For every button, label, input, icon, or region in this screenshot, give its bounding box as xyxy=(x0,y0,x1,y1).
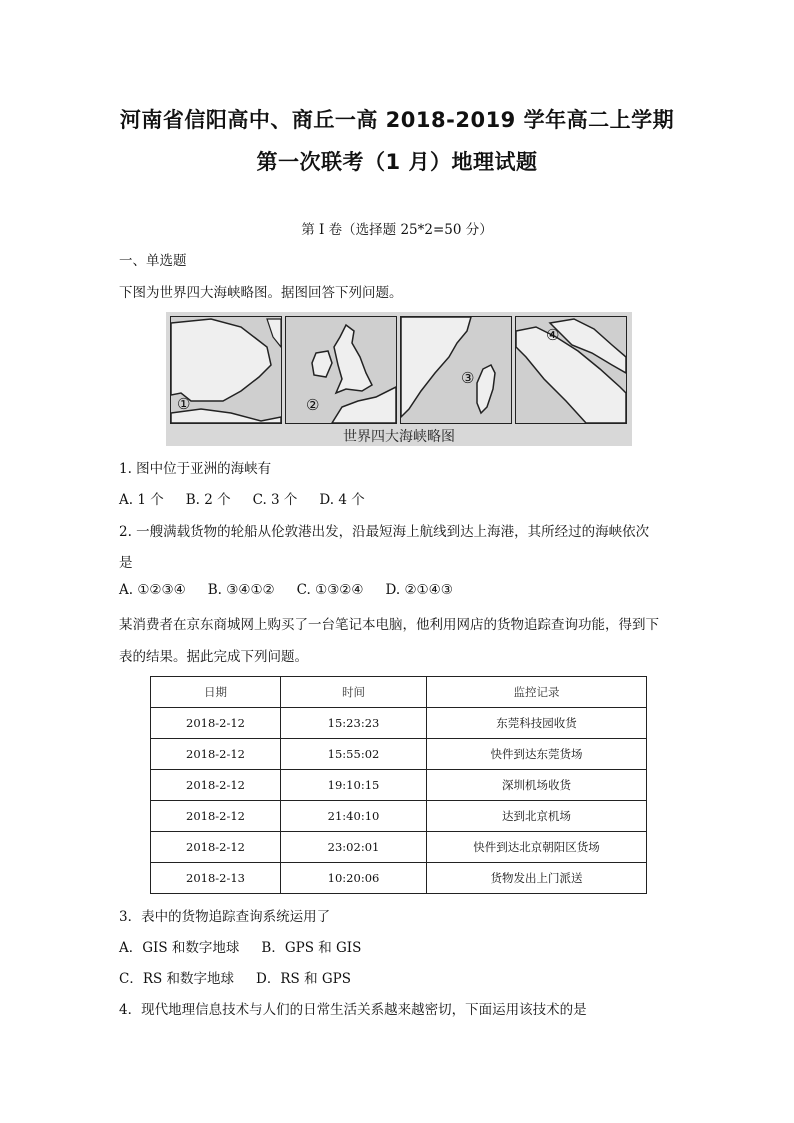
option-b[interactable]: B. ③④①② xyxy=(207,582,275,598)
table-header-row xyxy=(151,677,647,708)
cell-time: 19:10:15 xyxy=(281,770,427,801)
option-a[interactable]: A. ①②③④ xyxy=(119,582,186,598)
cell-date: 2018-2-13 xyxy=(151,863,281,894)
cell-time: 23:02:01 xyxy=(281,832,427,863)
strait-panel-1 xyxy=(170,316,282,424)
strait-map-2 xyxy=(286,317,396,423)
table-row xyxy=(151,708,647,739)
header-record: 监控记录 xyxy=(427,677,647,708)
straits-map-figure xyxy=(166,312,632,446)
option-c[interactable]: C. 3 个 xyxy=(252,492,298,508)
question-2-stem-line1: 2. 一艘满载货物的轮船从伦敦港出发，沿最短海上航线到达上海港，其所经过的海峡依次 xyxy=(119,524,650,540)
cell-time: 21:40:10 xyxy=(281,801,427,832)
question-2-stem-line2: 是 xyxy=(119,555,133,571)
option-a[interactable]: A．GIS 和数字地球 xyxy=(119,940,240,956)
option-d[interactable]: D．RS 和 GPS xyxy=(256,971,351,987)
cell-date: 2018-2-12 xyxy=(151,832,281,863)
cell-record: 达到北京机场 xyxy=(427,801,647,832)
question-3-options-row1 xyxy=(119,936,383,956)
map-caption: 世界四大海峡略图 xyxy=(343,429,455,445)
question-3-stem: 3．表中的货物追踪查询系统运用了 xyxy=(119,909,331,925)
cell-record: 快件到达东莞货场 xyxy=(427,739,647,770)
strait-label-1: ① xyxy=(177,395,191,413)
header-time: 时间 xyxy=(281,677,427,708)
cell-record: 东莞科技园收货 xyxy=(427,708,647,739)
option-a[interactable]: A. 1 个 xyxy=(119,492,164,508)
tracking-table xyxy=(150,676,647,894)
cell-date: 2018-2-12 xyxy=(151,770,281,801)
part-heading: 一、单选题 xyxy=(119,253,187,269)
question-1-options xyxy=(119,488,387,508)
strait-panel-4 xyxy=(515,316,627,424)
strait-label-4: ④ xyxy=(546,326,560,344)
strait-panel-2 xyxy=(285,316,397,424)
table-row xyxy=(151,863,647,894)
cell-record: 快件到达北京朝阳区货场 xyxy=(427,832,647,863)
cell-date: 2018-2-12 xyxy=(151,708,281,739)
table-row xyxy=(151,739,647,770)
cell-time: 15:55:02 xyxy=(281,739,427,770)
option-c[interactable]: C. ①③②④ xyxy=(296,582,364,598)
option-b[interactable]: B. 2 个 xyxy=(185,492,231,508)
strait-panel-3 xyxy=(400,316,512,424)
table-row xyxy=(151,832,647,863)
cell-time: 15:23:23 xyxy=(281,708,427,739)
exam-title-line1: 河南省信阳高中、商丘一高 2018-2019 学年高二上学期 xyxy=(119,108,675,132)
option-d[interactable]: D. ②①④③ xyxy=(385,582,453,598)
strait-map-1 xyxy=(171,317,281,423)
header-date: 日期 xyxy=(151,677,281,708)
cell-record: 货物发出上门派送 xyxy=(427,863,647,894)
cell-date: 2018-2-12 xyxy=(151,801,281,832)
option-c[interactable]: C．RS 和数字地球 xyxy=(119,971,235,987)
intro-table-line2: 表的结果。据此完成下列问题。 xyxy=(119,649,308,665)
cell-date: 2018-2-12 xyxy=(151,739,281,770)
option-b[interactable]: B．GPS 和 GIS xyxy=(261,940,362,956)
strait-map-3 xyxy=(401,317,511,423)
option-d[interactable]: D. 4 个 xyxy=(319,492,365,508)
exam-title-line2: 第一次联考（1 月）地理试题 xyxy=(256,150,538,174)
question-2-options xyxy=(119,582,475,598)
intro-table-line1: 某消费者在京东商城网上购买了一台笔记本电脑，他利用网店的货物追踪查询功能，得到下 xyxy=(119,617,659,633)
strait-label-2: ② xyxy=(306,396,320,414)
volume-heading: 第 I 卷（选择题 25*2=50 分） xyxy=(301,222,493,238)
intro-map: 下图为世界四大海峡略图。据图回答下列问题。 xyxy=(119,285,403,301)
strait-map-4 xyxy=(516,317,626,423)
cell-time: 10:20:06 xyxy=(281,863,427,894)
table-row xyxy=(151,801,647,832)
question-1-stem: 1. 图中位于亚洲的海峡有 xyxy=(119,461,272,477)
cell-record: 深圳机场收货 xyxy=(427,770,647,801)
question-3-options-row2 xyxy=(119,967,373,987)
question-4-stem: 4．现代地理信息技术与人们的日常生活关系越来越密切，下面运用该技术的是 xyxy=(119,1002,587,1018)
strait-label-3: ③ xyxy=(461,369,475,387)
table-row xyxy=(151,770,647,801)
